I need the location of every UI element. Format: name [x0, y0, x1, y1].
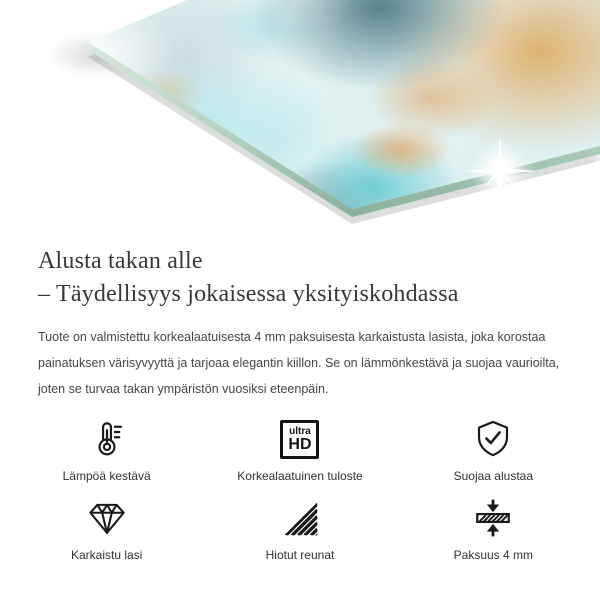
product-description: Tuote on valmistettu korkealaatuisesta 4 mm paksuisesta karkaistusta lasista, joka korostaa painatuksen värisyvyyttä ja tarjoaa elegantin kiillon. Se on lämmönkestävä ja suojaa vaurioilta, joten se turvaa takan ympäristön vuosiksi eteenpäin. — [38, 330, 560, 396]
ultra-hd-box — [280, 420, 319, 459]
ultra-hd-text-bottom: HD — [288, 435, 312, 453]
feature-polished-edges — [203, 497, 396, 562]
polished-edges-icon — [281, 497, 319, 539]
feature-tempered-glass — [10, 497, 203, 562]
ultra-hd-text-top: ultra — [289, 425, 311, 437]
ultra-hd-icon — [280, 418, 319, 460]
thermometer-icon — [86, 418, 128, 460]
feature-thickness — [397, 497, 590, 562]
page-title-line1: Alusta takan alle — [38, 248, 203, 274]
features-grid — [0, 418, 600, 562]
shield-check-icon — [472, 418, 514, 460]
feature-label: Korkealaatuinen tuloste — [237, 469, 363, 483]
thickness-icon — [472, 497, 514, 539]
diamond-icon — [86, 497, 128, 539]
product-photo — [0, 0, 600, 235]
feature-label: Karkaistu lasi — [70, 548, 143, 562]
page-title-line2: – Täydellisyys jokaisessa yksityiskohdassa — [38, 281, 459, 307]
feature-heat-resistant — [10, 418, 203, 483]
feature-ultra-hd-print — [203, 418, 396, 483]
feature-protects-surface — [397, 418, 590, 483]
page-title — [38, 245, 562, 311]
feature-label: Lämpöä kestävä — [62, 469, 151, 483]
description-section — [0, 245, 600, 402]
feature-label: Paksuus 4 mm — [453, 548, 533, 562]
sparkle-icon — [462, 133, 538, 209]
feature-label: Suojaa alustaa — [453, 469, 534, 483]
feature-label: Hiotut reunat — [265, 548, 335, 562]
